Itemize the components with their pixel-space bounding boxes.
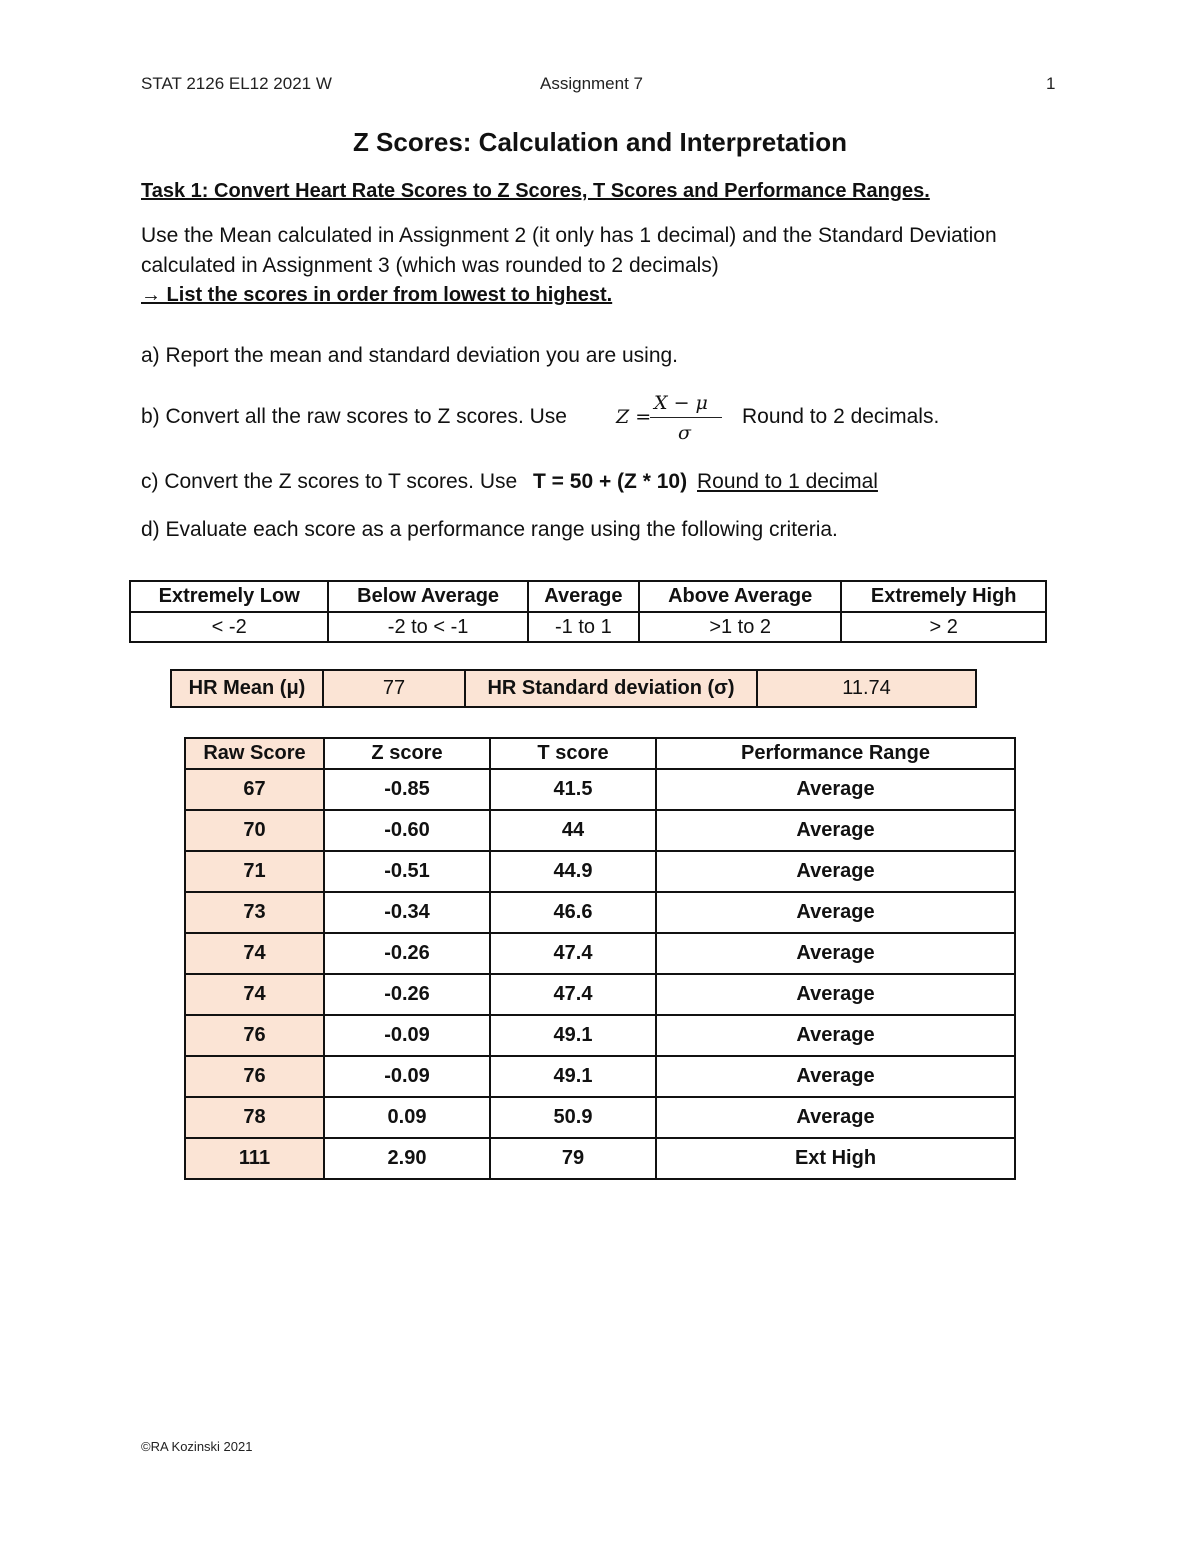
formula-lhs: Z =	[616, 406, 652, 428]
stats-table	[170, 669, 977, 708]
order-note: → List the scores in order from lowest to highest.	[141, 284, 613, 306]
z-score-cell: -0.51	[324, 851, 490, 892]
table-row	[185, 851, 1015, 892]
performance-range-cell: Average	[656, 810, 1015, 851]
z-score-cell: -0.09	[324, 1015, 490, 1056]
header-left: STAT 2126 EL12 2021 W	[141, 74, 332, 93]
page-title: Z Scores: Calculation and Interpretation	[352, 127, 848, 157]
mean-value: 77	[323, 670, 465, 707]
criteria-table	[129, 580, 1047, 643]
criteria-header: Extremely Low	[130, 581, 328, 612]
table-row	[185, 810, 1015, 851]
table-row	[185, 1138, 1015, 1179]
performance-range-cell: Average	[656, 851, 1015, 892]
z-score-cell: -0.85	[324, 769, 490, 810]
raw-score-cell: 73	[185, 892, 324, 933]
criteria-value: >1 to 2	[639, 612, 842, 642]
item-c: c) Convert the Z scores to T scores. Use	[141, 470, 518, 493]
criteria-header: Below Average	[328, 581, 527, 612]
table-row	[185, 892, 1015, 933]
performance-range-cell: Ext High	[656, 1138, 1015, 1179]
z-score-cell: -0.26	[324, 974, 490, 1015]
raw-score-cell: 67	[185, 769, 324, 810]
performance-range-cell: Average	[656, 1056, 1015, 1097]
copyright-footer: ©RA Kozinski 2021	[141, 1439, 253, 1454]
t-score-cell: 47.4	[490, 933, 656, 974]
criteria-header: Above Average	[639, 581, 842, 612]
item-a: a) Report the mean and standard deviation you are using.	[141, 344, 679, 367]
page-number: 1	[1046, 74, 1056, 93]
z-score-cell: -0.26	[324, 933, 490, 974]
table-row	[185, 974, 1015, 1015]
criteria-header-row	[130, 581, 1046, 612]
intro-line-1: Use the Mean calculated in Assignment 2 (it only has 1 decimal) and the Standard Deviation	[141, 224, 997, 247]
mean-label: HR Mean (μ)	[171, 670, 323, 707]
t-score-cell: 46.6	[490, 892, 656, 933]
criteria-header: Extremely High	[841, 581, 1046, 612]
col-header-range: Performance Range	[656, 738, 1015, 769]
performance-range-cell: Average	[656, 1097, 1015, 1138]
performance-range-cell: Average	[656, 974, 1015, 1015]
z-score-cell: 0.09	[324, 1097, 490, 1138]
raw-score-cell: 74	[185, 933, 324, 974]
performance-range-cell: Average	[656, 892, 1015, 933]
t-score-cell: 41.5	[490, 769, 656, 810]
scores-table	[184, 737, 1016, 1180]
sd-value: 11.74	[757, 670, 976, 707]
t-score-cell: 49.1	[490, 1056, 656, 1097]
scores-header-row	[185, 738, 1015, 769]
table-row	[185, 933, 1015, 974]
header-center: Assignment 7	[540, 74, 643, 93]
performance-range-cell: Average	[656, 933, 1015, 974]
raw-score-cell: 70	[185, 810, 324, 851]
sd-label: HR Standard deviation (σ)	[465, 670, 757, 707]
raw-score-cell: 76	[185, 1015, 324, 1056]
criteria-value: < -2	[130, 612, 328, 642]
raw-score-cell: 78	[185, 1097, 324, 1138]
criteria-value: > 2	[841, 612, 1046, 642]
col-header-raw: Raw Score	[185, 738, 324, 769]
task-heading: Task 1: Convert Heart Rate Scores to Z Scores, T Scores and Performance Ranges.	[141, 180, 930, 202]
raw-score-cell: 71	[185, 851, 324, 892]
t-score-cell: 44	[490, 810, 656, 851]
t-score-cell: 79	[490, 1138, 656, 1179]
z-score-cell: 2.90	[324, 1138, 490, 1179]
performance-range-cell: Average	[656, 769, 1015, 810]
t-score-cell: 47.4	[490, 974, 656, 1015]
col-header-t: T score	[490, 738, 656, 769]
t-score-cell: 50.9	[490, 1097, 656, 1138]
table-row	[185, 769, 1015, 810]
table-row	[185, 1015, 1015, 1056]
table-row	[185, 1056, 1015, 1097]
item-b-round: Round to 2 decimals.	[742, 405, 940, 428]
col-header-z: Z score	[324, 738, 490, 769]
criteria-value: -2 to < -1	[328, 612, 527, 642]
scores-body	[185, 769, 1015, 1179]
criteria-value-row	[130, 612, 1046, 642]
t-formula: T = 50 + (Z * 10)	[533, 470, 688, 493]
z-score-cell: -0.34	[324, 892, 490, 933]
t-score-cell: 44.9	[490, 851, 656, 892]
criteria-header: Average	[528, 581, 639, 612]
z-formula	[616, 392, 726, 448]
intro-line-2: calculated in Assignment 3 (which was rounded to 2 decimals)	[141, 254, 719, 277]
z-score-cell: -0.09	[324, 1056, 490, 1097]
item-c-round: Round to 1 decimal	[697, 470, 878, 493]
item-b: b) Convert all the raw scores to Z scores. Use	[141, 405, 567, 428]
criteria-value: -1 to 1	[528, 612, 639, 642]
formula-numerator: X − μ	[654, 392, 708, 414]
raw-score-cell: 76	[185, 1056, 324, 1097]
z-score-cell: -0.60	[324, 810, 490, 851]
table-row	[185, 1097, 1015, 1138]
t-score-cell: 49.1	[490, 1015, 656, 1056]
stats-row	[171, 670, 976, 707]
formula-denominator: σ	[678, 422, 691, 444]
raw-score-cell: 111	[185, 1138, 324, 1179]
performance-range-cell: Average	[656, 1015, 1015, 1056]
item-d: d) Evaluate each score as a performance range using the following criteria.	[141, 518, 838, 541]
raw-score-cell: 74	[185, 974, 324, 1015]
fraction-bar	[650, 417, 722, 418]
